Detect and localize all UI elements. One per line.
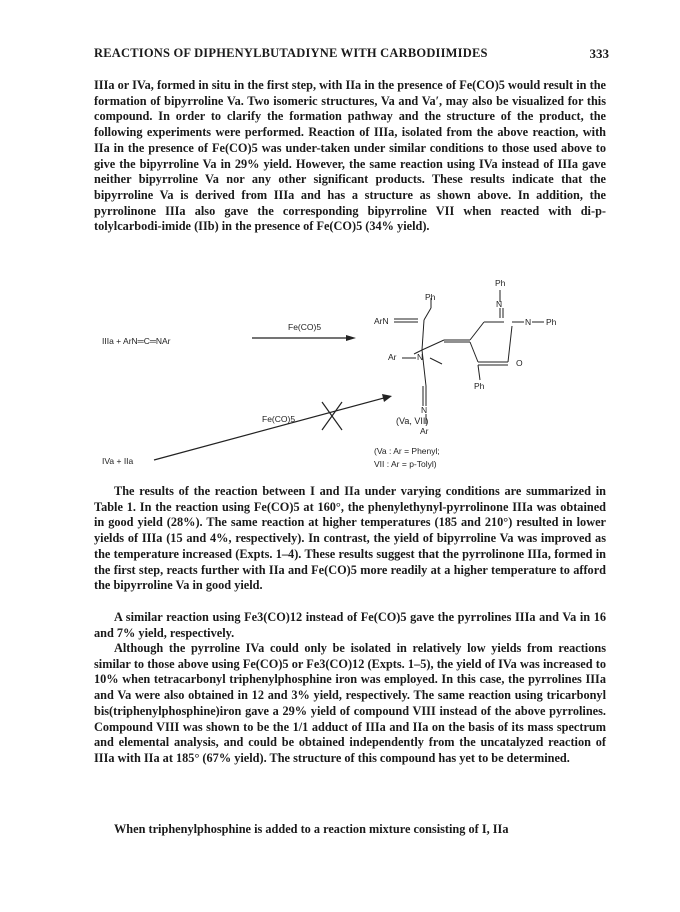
product-label: (Va, VII) (396, 416, 429, 426)
arrowhead-bottom (382, 394, 392, 402)
paragraph: A similar reaction using Fe3(CO)12 instead of Fe(CO)5 gave the pyrrolines IIIa and Va in 16 and 7% yield, respectively. (94, 610, 606, 640)
label-ar-left: Ar (388, 352, 397, 362)
label-n-bottom: N (421, 405, 428, 415)
arrowhead-top (346, 335, 356, 341)
cross-mark (322, 402, 342, 430)
label-ph-top: Ph (495, 278, 506, 288)
label-ph-right: Ph (546, 317, 557, 327)
page-number: 333 (589, 46, 609, 61)
label-ring-n-right: N (525, 317, 532, 327)
label-ph-upper-ring: Ph (425, 292, 436, 302)
scheme-reactant-bottom: IVa + IIa (102, 456, 134, 466)
label-ring-n-left: N (417, 352, 424, 362)
running-head: REACTIONS OF DIPHENYLBUTADIYNE WITH CARBODIIMIDES (94, 46, 488, 60)
scheme-reactant-top: IIIa + ArN═C═NAr (102, 336, 171, 346)
label-arn: ArN (374, 316, 389, 326)
label-ar-bottom: Ar (420, 426, 429, 436)
page-header (94, 46, 609, 66)
label-n-top: N (496, 299, 503, 309)
label-ph-lower: Ph (474, 381, 485, 391)
reaction-arrow-bottom (154, 398, 384, 460)
reaction-scheme (94, 268, 606, 476)
paragraph: When triphenylphosphine is added to a reaction mixture consisting of I, IIa (114, 822, 509, 836)
scheme-legend-line2: VII : Ar = p-Tolyl) (374, 459, 437, 469)
scheme-reagent-top: Fe(CO)5 (288, 322, 322, 332)
scheme-reagent-bottom: Fe(CO)5 (262, 414, 296, 424)
scheme-legend-line1: (Va : Ar = Phenyl; (374, 446, 440, 456)
paragraph: Although the pyrroline IVa could only be isolated in relatively low yields from reactions similar to those above using Fe(CO)5 or Fe3(CO)12 (Expts. 1–5), the yield of IVa was increased to 10% when tetracarbonyl triphenylphosphine iron was employed. In this case, the pyrrolines IIIa and Va were also obtained in 12 and 3% yield, respectively. The same reaction using tricarbonyl bis(triphenylphosphine)iron gave a 29% yield of compound VIII instead of the above pyrrolines. Compound VIII was shown to be the 1/1 adduct of IIIa and IIa on the basis of its mass spectrum and elemental analysis, and could be obtained independently from the uncatalyzed reaction of IIIa with IIa at 185° (67% yield). The structure of this compound has yet to be determined. (94, 641, 606, 765)
scheme-svg (94, 268, 606, 476)
paragraph: IIIa or IVa, formed in situ in the first step, with IIa in the presence of Fe(CO)5 would result in the formation of bipyrroline Va. Two isomeric structures, Va and Va′, may also be visualized for this compound. In order to clarify the formation pathway and the structure of the product, the following experiments were performed. Reaction of IIIa, isolated from the above reaction, with IIa in the presence of Fe(CO)5 was under-taken under similar conditions to those used above to give the bipyrroline Va in 29% yield. However, the same reaction using IVa instead of IIIa gave neither bipyrroline Va nor any other significant products. These results indicate that the bipyrroline Va is derived from IIIa and has a structure as shown above. In addition, the pyrrolinone IIIa also gave the corresponding bipyrroline VII when reacted with di-p-tolylcarbodi-imide (IIb) in the presence of Fe(CO)5 (34% yield). (94, 78, 606, 234)
label-o: O (516, 358, 523, 368)
paragraph: The results of the reaction between I and IIa under varying conditions are summarized in Table 1. In the reaction using Fe(CO)5 at 160°, the phenylethynyl-pyrrolinone IIIa was obtained in good yield (28%). The same reaction at higher temperatures (185 and 210°) resulted in lower yields of IIIa (15 and 4%, respectively). In contrast, the yield of bipyrroline Va was improved as the temperature increased (Expts. 1–4). These results suggest that the pyrrolinone IIIa, formed in the first step, reacts further with IIa and Fe(CO)5 more readily at a higher temperature to afford the bipyrroline Va in good yield. (94, 484, 606, 593)
